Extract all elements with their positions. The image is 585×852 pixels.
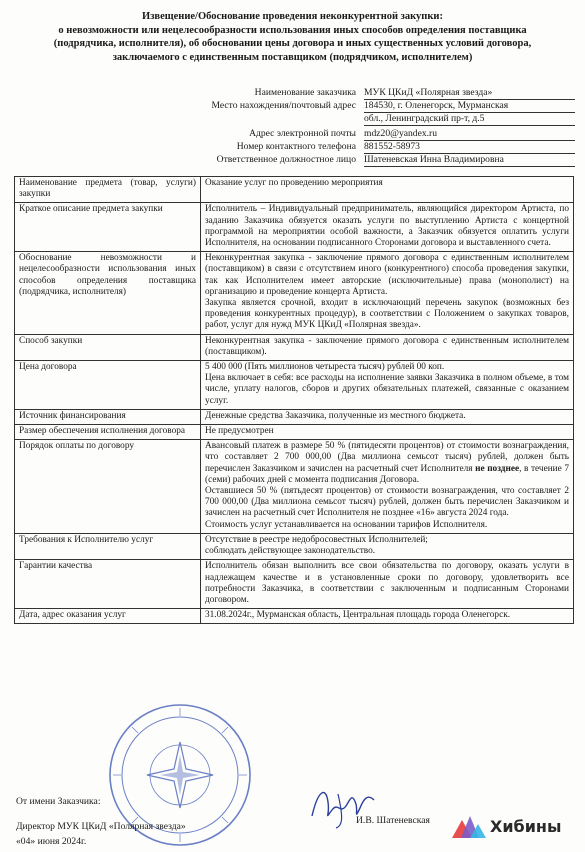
signer-name: И.В. Шатеневская <box>356 815 430 826</box>
requirements-line: соблюдать действующее законодательство. <box>205 546 376 557</box>
justification-paragraph: Закупка является срочной, входит в исключающий перечень закупок (возможных без проведения конкурентных процедур), в соответствии с Положением о закупках товаров, работ, услуг для нужд МУК ЦКиД «Полярная звезда». <box>205 298 569 331</box>
title-line: заключаемого с единственным поставщиком (подрядчиком, исполнителем) <box>112 51 473 63</box>
address-line-2: обл., Ленинградский пр-т, д.5 <box>364 112 575 125</box>
table-row <box>15 177 574 203</box>
warranty-label: Гарантии качества <box>15 560 201 609</box>
customer-email-value: mdz20@yandex.ru <box>364 128 575 141</box>
customer-name-label: Наименование заказчика <box>254 87 356 98</box>
watermark-text: Хибины <box>490 816 562 836</box>
table-row <box>15 361 574 410</box>
document-title <box>14 10 571 64</box>
subject-value: Оказание услуг по проведению мероприятия <box>201 177 574 203</box>
customer-person-row <box>160 154 575 167</box>
justification-paragraph: Неконкурентная закупка - заключение прямого договора с единственным исполнителем (поставщиком) в связи с отсутствием иного (конкурентного) способа проведения закупки, так как Исполнителем имеет авторские (исключительные) права (монополист) на организацию и проведение концерта Артиста. <box>205 253 569 297</box>
justification-label: Обоснование невозможности и нецелесообразности использования иных способов определения поставщика (подрядчика, исполнителя) <box>15 252 201 334</box>
signature-date: «04» июня 2024г. <box>16 836 87 847</box>
description-value: Исполнитель – Индивидуальный предприниматель, являющийся директором Артиста, по заданию Заказчика обязуется оказать услуги по выступлению Артиста с концертной программой на мероприятии особой важности, а Заказчик обязуется оплатить услуги Исполнителя, на основании подписанного Сторонами договора и выставленного счета. <box>201 203 574 252</box>
warranty-value: Исполнитель обязан выполнить все свои обязательства по договору, оказать услуги в надлежащем качестве и в установленные сроки по договору, удовлетворить все потребности Заказчика, в соответствии с заключенным и подписанным Сторонами договором. <box>201 560 574 609</box>
price-value <box>201 361 574 410</box>
customer-info <box>160 87 575 167</box>
price-label: Цена договора <box>15 361 201 410</box>
customer-address-row <box>160 100 575 126</box>
payment-deadline-emphasis: не позднее <box>475 463 520 474</box>
subject-label: Наименование предмета (товар, услуги) закупки <box>15 177 201 203</box>
mountains-icon <box>452 814 486 838</box>
customer-phone-value: 881552-58973 <box>364 141 575 154</box>
description-label: Краткое описание предмета закупки <box>15 203 201 252</box>
payment-text: , в течение 7 (семи) рабочих дней с момента подписания Договора. <box>205 463 569 485</box>
price-paragraph: Цена включает в себя: все расходы на исполнение заявки Заказчика в полном объеме, в том числе, уплату налогов, сборов и других обязательных платежей, связанные с оказанием услуг. <box>205 373 569 406</box>
date-value: 31.08.2024г., Мурманская область, Центральная площадь города Оленегорск. <box>201 609 574 624</box>
payment-text: Авансовый платеж в размере 50 % (пятидесяти процентов) от стоимости вознаграждения, что составляет 2 700 000,00 (Два миллиона семьсот тысяч) рублей, должен быть перечислен Заказчиком и зачислен на расчетный счет Исполнителя <box>205 441 569 474</box>
security-value: Не предусмотрен <box>201 425 574 440</box>
procurement-table <box>14 176 574 624</box>
requirements-line: Отсутствие в реестре недобросовестных Исполнителей; <box>205 534 428 545</box>
table-row <box>15 425 574 440</box>
table-row <box>15 533 574 559</box>
table-row <box>15 560 574 609</box>
title-line: (подрядчика, исполнителя), об обосновании цены договора и иных существенных условий договора, <box>53 38 532 49</box>
price-paragraph: 5 400 000 (Пять миллионов четыреста тысяч) рублей 00 коп. <box>205 362 445 373</box>
payment-paragraph: Оставшиеся 50 % (пятьдесят процентов) от стоимости вознаграждения, что составляет 2 700 000,00 (Два миллиона семьсот тысяч) рублей, должен быть перечислен Заказчиком и зачислен на расчетный счет Исполнителя не позднее «16» августа 2024 года. <box>205 486 569 519</box>
customer-person-value: Шатеневская Инна Владимировна <box>364 154 575 167</box>
address-line-1: 184530, г. Оленегорск, Мурманская <box>364 100 509 111</box>
director-title: Директор МУК ЦКиД «Полярная звезда» <box>16 821 186 832</box>
customer-email-row <box>160 128 575 141</box>
on-behalf-label: От имени Заказчика: <box>16 796 101 807</box>
payment-value <box>201 440 574 534</box>
customer-email-label: Адрес электронной почты <box>249 128 356 139</box>
security-label: Размер обеспечения исполнения договора <box>15 425 201 440</box>
customer-address-label: Место нахождения/почтовый адрес <box>211 100 356 111</box>
table-row <box>15 334 574 360</box>
customer-phone-row <box>160 141 575 154</box>
watermark-logo <box>452 814 561 838</box>
funding-value: Денежные средства Заказчика, полученные из местного бюджета. <box>201 409 574 424</box>
payment-paragraph: Стоимость услуг устанавливается на основании тарифов Исполнителя. <box>205 519 488 530</box>
customer-person-label: Ответственное должностное лицо <box>216 154 356 165</box>
method-label: Способ закупки <box>15 334 201 360</box>
customer-name-row <box>160 87 575 100</box>
funding-label: Источник финансирования <box>15 409 201 424</box>
table-row <box>15 609 574 624</box>
table-row <box>15 203 574 252</box>
table-row <box>15 409 574 424</box>
method-value: Неконкурентная закупка - заключение прямого договора с единственным исполнителем (поставщиком). <box>201 334 574 360</box>
customer-address-value <box>364 100 575 126</box>
date-label: Дата, адрес оказания услуг <box>15 609 201 624</box>
customer-name-value: МУК ЦКиД «Полярная звезда» <box>364 87 575 100</box>
title-line: о невозможности или нецелесообразности использования иных способов определения поставщика <box>58 24 527 36</box>
customer-phone-label: Номер контактного телефона <box>236 141 356 152</box>
title-line: Извещение/Обоснование проведения неконкурентной закупки: <box>142 11 443 22</box>
requirements-value <box>201 533 574 559</box>
table-row <box>15 252 574 334</box>
payment-paragraph <box>205 441 569 486</box>
table-row <box>15 440 574 534</box>
payment-label: Порядок оплаты по договору <box>15 440 201 534</box>
requirements-label: Требования к Исполнителю услуг <box>15 533 201 559</box>
justification-value <box>201 252 574 334</box>
